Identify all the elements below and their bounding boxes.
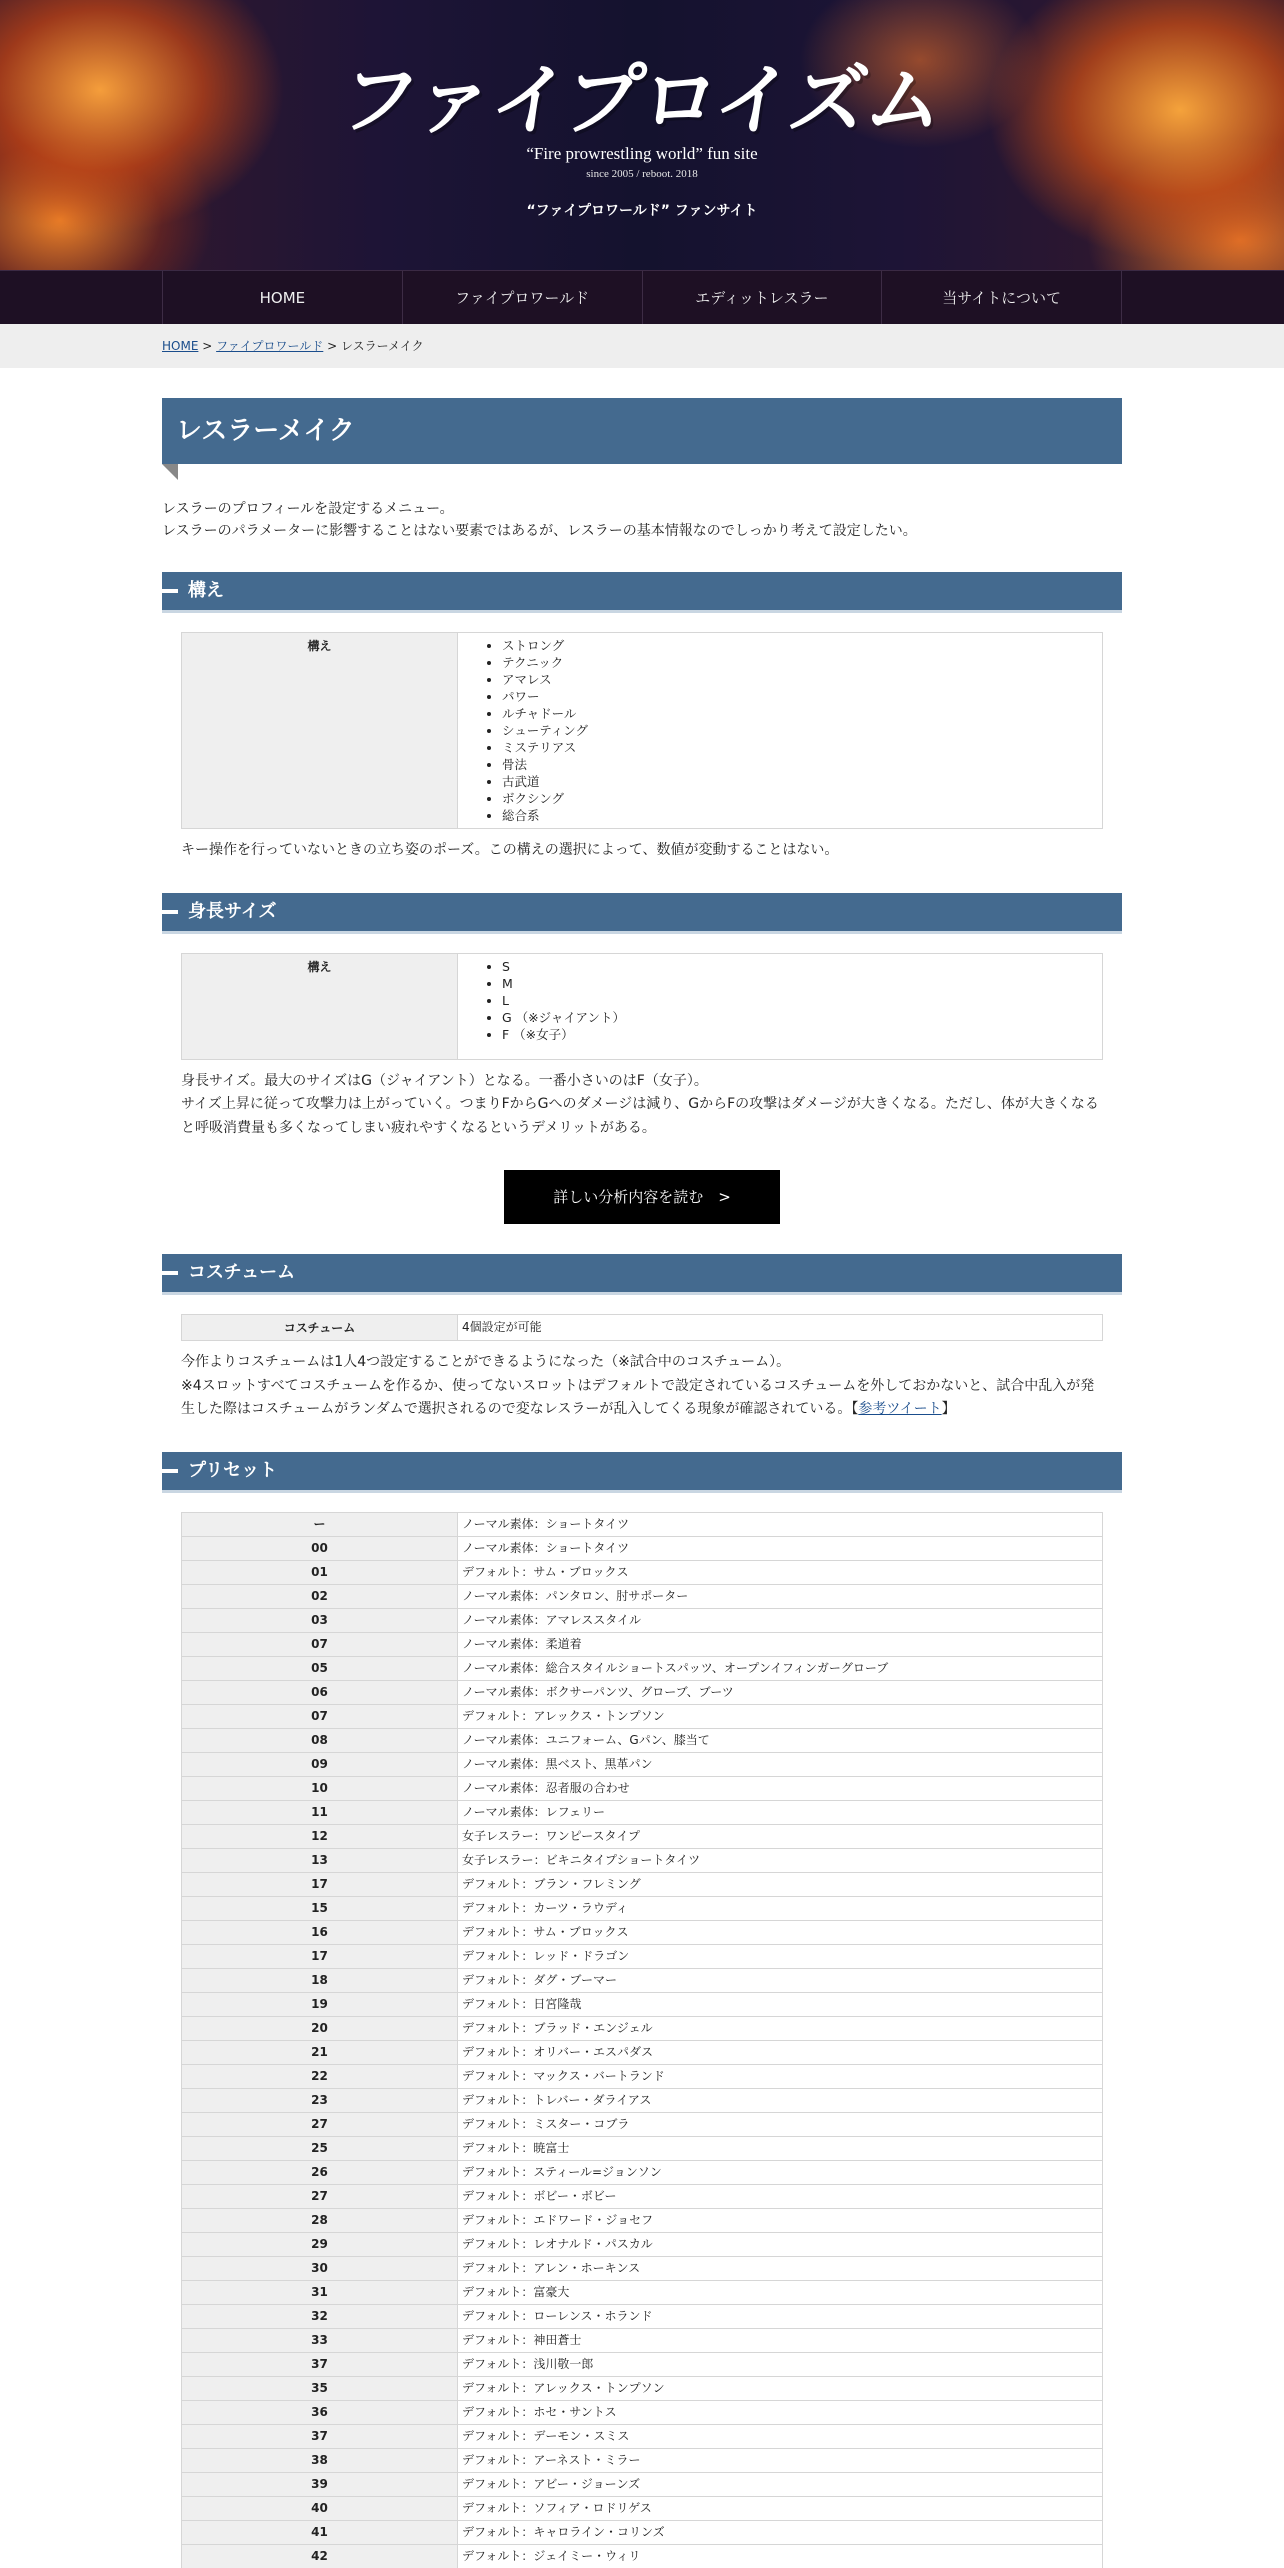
preset-id: 30 [182, 2256, 458, 2280]
preset-id: 37 [182, 2352, 458, 2376]
table-row [182, 2088, 1103, 2112]
site-since: since 2005 / reboot. 2018 [586, 168, 698, 180]
preset-name: デフォルト：オリバー・エスパダス [458, 2040, 1103, 2064]
table-row [182, 2304, 1103, 2328]
preset-name: デフォルト：日宮隆哉 [458, 1992, 1103, 2016]
preset-name: デフォルト：スティール=ジョンソン [458, 2160, 1103, 2184]
preset-id: 15 [182, 1896, 458, 1920]
preset-id: 29 [182, 2232, 458, 2256]
preset-id: 17 [182, 1944, 458, 1968]
global-nav [0, 270, 1284, 324]
table-row [182, 2280, 1103, 2304]
table-row [182, 1632, 1103, 1656]
breadcrumb [162, 324, 1122, 368]
preset-id: 09 [182, 1752, 458, 1776]
preset-name: ノーマル素体：パンタロン、肘サポーター [458, 1584, 1103, 1608]
size-desc-line: サイズ上昇に従って攻撃力は上がっていく。つまりFからGへのダメージは減り、GからFの攻撃はダメージが大きくなる。ただし、体が大きくなると呼吸消費量も多くなってしまい疲れやすくなるというデメリットがある。 [181, 1096, 1099, 1136]
section-heading-costume: コスチューム [162, 1254, 1122, 1292]
preset-name: デフォルト：キャロライン・コリンズ [458, 2520, 1103, 2544]
table-row [182, 2232, 1103, 2256]
title-fold-decoration [162, 464, 178, 480]
preset-name: ノーマル素体：黒ベスト、黒革パン [458, 1752, 1103, 1776]
preset-id: 03 [182, 1608, 458, 1632]
preset-id: 22 [182, 2064, 458, 2088]
preset-name: デフォルト：アーネスト・ミラー [458, 2448, 1103, 2472]
table-row [182, 2424, 1103, 2448]
preset-name: デフォルト：ブラン・フレミング [458, 1872, 1103, 1896]
preset-name: デフォルト：レッド・ドラゴン [458, 1944, 1103, 1968]
section-heading-stance: 構え [162, 572, 1122, 610]
table-row [182, 1920, 1103, 1944]
list-item: • F （※女子） [502, 1026, 1102, 1043]
preset-id: 25 [182, 2136, 458, 2160]
list-item: • パワー [502, 688, 1102, 705]
read-analysis-button[interactable]: 詳しい分析内容を読む > [504, 1170, 780, 1224]
preset-name: デフォルト：ボビー・ボビー [458, 2184, 1103, 2208]
table-row [182, 1704, 1103, 1728]
preset-id: 06 [182, 1680, 458, 1704]
reference-tweet-link[interactable]: 参考ツイート [858, 1401, 942, 1417]
site-header [0, 0, 1284, 270]
table-row [182, 1944, 1103, 1968]
breadcrumb-bar [0, 324, 1284, 368]
breadcrumb-parent[interactable]: ファイプロワールド [216, 339, 324, 353]
table-row [182, 1680, 1103, 1704]
preset-name: ノーマル素体：忍者服の合わせ [458, 1776, 1103, 1800]
preset-id: 13 [182, 1848, 458, 1872]
list-item: • ルチャドール [502, 705, 1102, 722]
nav-fire-pro-world[interactable]: ファイプロワールド [402, 271, 642, 324]
preset-id: 12 [182, 1824, 458, 1848]
table-row [182, 2184, 1103, 2208]
preset-name: ノーマル素体：柔道着 [458, 1632, 1103, 1656]
preset-id: 36 [182, 2400, 458, 2424]
preset-name: 女子レスラー：ビキニタイプショートタイツ [458, 1848, 1103, 1872]
size-label: 構え [182, 953, 458, 1059]
preset-name: デフォルト：カーツ・ラウディ [458, 1896, 1103, 1920]
preset-id: 42 [182, 2544, 458, 2568]
preset-name: ノーマル素体：総合スタイルショートスパッツ、オープンイフィンガーグローブ [458, 1656, 1103, 1680]
costume-description [181, 1351, 1103, 1422]
preset-id: 17 [182, 1872, 458, 1896]
preset-id: 32 [182, 2304, 458, 2328]
preset-id: 27 [182, 2112, 458, 2136]
table-row [182, 2256, 1103, 2280]
list-item: • S [502, 958, 1102, 975]
site-logo[interactable]: ファイプロイズム [334, 55, 948, 146]
table-row [182, 2520, 1103, 2544]
preset-name: デフォルト：トレバー・ダライアス [458, 2088, 1103, 2112]
nav-about[interactable]: 当サイトについて [881, 271, 1122, 324]
table-row [182, 2040, 1103, 2064]
table-row [182, 1728, 1103, 1752]
preset-id: 07 [182, 1704, 458, 1728]
costume-label: コスチューム [182, 1315, 458, 1341]
table-row [182, 1536, 1103, 1560]
preset-name: デフォルト：マックス・バートランド [458, 2064, 1103, 2088]
preset-id: 19 [182, 1992, 458, 2016]
preset-name: デフォルト：神田蒼士 [458, 2328, 1103, 2352]
preset-name: デフォルト：アレックス・トンプソン [458, 1704, 1103, 1728]
table-row [182, 2496, 1103, 2520]
preset-name: デフォルト：ホセ・サントス [458, 2400, 1103, 2424]
intro-line: レスラーのパラメーターに影響することはない要素ではあるが、レスラーの基本情報なのでしっかり考えて設定したい。 [162, 523, 917, 539]
preset-id: 07 [182, 1632, 458, 1656]
preset-name: デフォルト：レオナルド・パスカル [458, 2232, 1103, 2256]
preset-id: 18 [182, 1968, 458, 1992]
preset-name: デフォルト：アビー・ジョーンズ [458, 2472, 1103, 2496]
preset-name: デフォルト：ミスター・コブラ [458, 2112, 1103, 2136]
table-row [182, 1872, 1103, 1896]
list-item: • G （※ジャイアント） [502, 1009, 1102, 1026]
intro-line: レスラーのプロフィールを設定するメニュー。 [162, 501, 454, 517]
section-heading-size: 身長サイズ [162, 893, 1122, 931]
table-row [182, 2208, 1103, 2232]
preset-name: ノーマル素体：アマレススタイル [458, 1608, 1103, 1632]
preset-id: 37 [182, 2424, 458, 2448]
preset-name: デフォルト：サム・ブロックス [458, 1560, 1103, 1584]
table-row [182, 1800, 1103, 1824]
size-desc-line: 身長サイズ。最大のサイズはG（ジャイアント）となる。一番小さいのはF（女子）。 [181, 1072, 708, 1089]
table-row [182, 2544, 1103, 2568]
preset-id: 41 [182, 2520, 458, 2544]
costume-desc-line: 今作よりコスチュームは1人4つ設定することができるようになった（※試合中のコスチューム）。 [181, 1354, 791, 1370]
preset-id: 33 [182, 2328, 458, 2352]
costume-desc-line [181, 1375, 1103, 1422]
section-heading-preset: プリセット [162, 1452, 1122, 1490]
list-item: • テクニック [502, 654, 1102, 671]
costume-desc-close: 】 [941, 1401, 956, 1417]
page-title: レスラーメイク [162, 398, 1122, 464]
preset-id: 38 [182, 2448, 458, 2472]
preset-id: 02 [182, 1584, 458, 1608]
preset-id: 05 [182, 1656, 458, 1680]
size-description [181, 1070, 1103, 1141]
preset-id: 01 [182, 1560, 458, 1584]
site-tagline: “Fire prowrestling world” fun site [526, 144, 758, 163]
preset-id: 08 [182, 1728, 458, 1752]
table-row [182, 1752, 1103, 1776]
table-row [182, 1896, 1103, 1920]
preset-name: 女子レスラー：ワンピースタイプ [458, 1824, 1103, 1848]
preset-id: 20 [182, 2016, 458, 2040]
preset-name: デフォルト：ブラッド・エンジェル [458, 2016, 1103, 2040]
table-row [182, 2112, 1103, 2136]
preset-id: 28 [182, 2208, 458, 2232]
preset-name: デフォルト：サム・ブロックス [458, 1920, 1103, 1944]
preset-name: デフォルト：ソフィア・ロドリゲス [458, 2496, 1103, 2520]
table-row [182, 2136, 1103, 2160]
preset-name: デフォルト：アレン・ホーキンス [458, 2256, 1103, 2280]
site-subtitle: “ファイプロワールド” ファンサイト [526, 203, 758, 219]
preset-name: ノーマル素体：ショートタイツ [458, 1512, 1103, 1536]
table-row [182, 2160, 1103, 2184]
stance-list [502, 637, 1102, 824]
stance-table [181, 632, 1103, 829]
table-row [182, 2352, 1103, 2376]
preset-id: 27 [182, 2184, 458, 2208]
preset-id: 11 [182, 1800, 458, 1824]
table-row [182, 2472, 1103, 2496]
table-row [182, 1824, 1103, 1848]
list-item: • 古武道 [502, 773, 1102, 790]
table-row [182, 2448, 1103, 2472]
preset-id: 10 [182, 1776, 458, 1800]
table-row [182, 1584, 1103, 1608]
preset-id: 21 [182, 2040, 458, 2064]
preset-name: デフォルト：ジェイミー・ウィリ [458, 2544, 1103, 2568]
table-row [182, 1992, 1103, 2016]
stance-label: 構え [182, 633, 458, 829]
breadcrumb-sep: > [327, 339, 338, 353]
list-item: • M [502, 975, 1102, 992]
table-row [182, 2376, 1103, 2400]
preset-name: ノーマル素体：ボクサーパンツ、グローブ、ブーツ [458, 1680, 1103, 1704]
table-row [182, 1560, 1103, 1584]
costume-value: 4個設定が可能 [458, 1315, 1103, 1341]
list-item: • アマレス [502, 671, 1102, 688]
preset-id: 23 [182, 2088, 458, 2112]
table-row [182, 2328, 1103, 2352]
breadcrumb-sep: > [202, 339, 213, 353]
preset-id: 16 [182, 1920, 458, 1944]
preset-name: デフォルト：暁富士 [458, 2136, 1103, 2160]
table-row [182, 1848, 1103, 1872]
breadcrumb-home[interactable]: HOME [162, 339, 199, 353]
preset-id: ー [182, 1512, 458, 1536]
table-row [182, 1512, 1103, 1536]
preset-id: 00 [182, 1536, 458, 1560]
main-content [162, 368, 1122, 2568]
preset-name: デフォルト：ローレンス・ホランド [458, 2304, 1103, 2328]
list-item: • L [502, 992, 1102, 1009]
preset-name: デフォルト：アレックス・トンプソン [458, 2376, 1103, 2400]
preset-name: デフォルト：デーモン・スミス [458, 2424, 1103, 2448]
preset-table [181, 1512, 1103, 2568]
preset-id: 35 [182, 2376, 458, 2400]
preset-name: デフォルト：エドワード・ジョセフ [458, 2208, 1103, 2232]
list-item: • ボクシング [502, 790, 1102, 807]
size-table [181, 953, 1103, 1060]
preset-name: ノーマル素体：ショートタイツ [458, 1536, 1103, 1560]
preset-name: デフォルト：富豪大 [458, 2280, 1103, 2304]
table-row [182, 2064, 1103, 2088]
table-row [182, 2400, 1103, 2424]
preset-name: ノーマル素体：レフェリー [458, 1800, 1103, 1824]
preset-name: デフォルト：浅川敬一郎 [458, 2352, 1103, 2376]
table-row [182, 1776, 1103, 1800]
table-row [182, 1656, 1103, 1680]
nav-home[interactable]: HOME [162, 271, 402, 324]
preset-id: 26 [182, 2160, 458, 2184]
preset-id: 31 [182, 2280, 458, 2304]
costume-table [181, 1314, 1103, 1341]
nav-edit-wrestler[interactable]: エディットレスラー [642, 271, 882, 324]
intro-text [162, 498, 1122, 542]
list-item: • ミステリアス [502, 739, 1102, 756]
breadcrumb-current: レスラーメイク [341, 339, 424, 353]
preset-id: 40 [182, 2496, 458, 2520]
preset-name: デフォルト：ダグ・ブーマー [458, 1968, 1103, 1992]
size-list [502, 958, 1102, 1043]
table-row [182, 2016, 1103, 2040]
table-row [182, 1968, 1103, 1992]
list-item: • ストロング [502, 637, 1102, 654]
list-item: • 骨法 [502, 756, 1102, 773]
list-item: • シューティング [502, 722, 1102, 739]
stance-description: キー操作を行っていないときの立ち姿のポーズ。この構えの選択によって、数値が変動することはない。 [181, 842, 839, 858]
preset-name: ノーマル素体：ユニフォーム、Gパン、膝当て [458, 1728, 1103, 1752]
table-row [182, 1608, 1103, 1632]
preset-id: 39 [182, 2472, 458, 2496]
list-item: • 総合系 [502, 807, 1102, 824]
costume-desc-text: ※4スロットすべてコスチュームを作るか、使ってないスロットはデフォルトで設定されているコスチュームを外しておかないと、試合中乱入が発生した際はコスチュームがランダムで選択されるので変なレスラーが乱入してくる現象が確認されている。【 [181, 1377, 1095, 1417]
